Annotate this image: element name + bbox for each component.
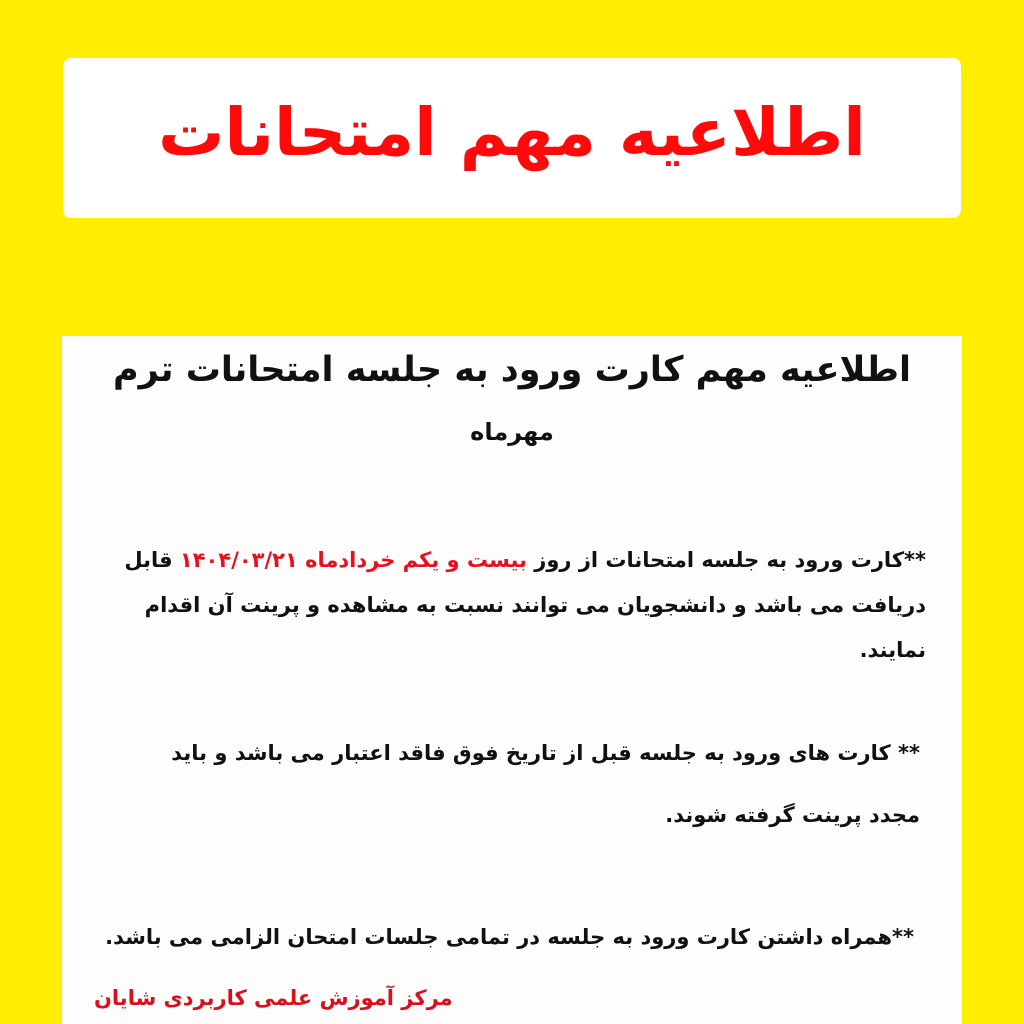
bullet-asterisk-icon: ** (904, 548, 926, 572)
paragraph-old-cards-invalid (114, 722, 920, 846)
bullet-asterisk-icon: ** (898, 741, 920, 765)
paragraph3-text: همراه داشتن کارت ورود به جلسه در تمامی جلسات امتحان الزامی می باشد. (105, 925, 893, 949)
paragraph-card-availability (102, 538, 926, 673)
header-banner (63, 58, 961, 218)
paragraph1-text-after: قابل دریافت می باشد و دانشجویان می توانند نسبت به مشاهده و پرینت آن اقدام نمایند. (124, 548, 926, 662)
notice-subtitle: مهرماه (470, 418, 554, 446)
header-title: اطلاعیه مهم امتحانات (158, 94, 866, 171)
paragraph-card-required (102, 922, 914, 952)
notice-content (62, 336, 962, 1024)
institution-signature: مرکز آموزش علمی کاربردی شایان (94, 986, 453, 1010)
paragraph1-text-before: کارت ورود به جلسه امتحانات از روز (526, 548, 905, 572)
date-highlight: بیست و یکم خردادماه ۱۴۰۴/۰۳/۲۱ (179, 548, 527, 572)
bullet-asterisk-icon: ** (892, 925, 914, 949)
paragraph2-text: کارت های ورود به جلسه قبل از تاریخ فوق فاقد اعتبار می باشد و باید مجدد پرینت گرفته شوند. (171, 741, 920, 827)
notice-title: اطلاعیه مهم کارت ورود به جلسه امتحانات ترم (113, 350, 911, 390)
